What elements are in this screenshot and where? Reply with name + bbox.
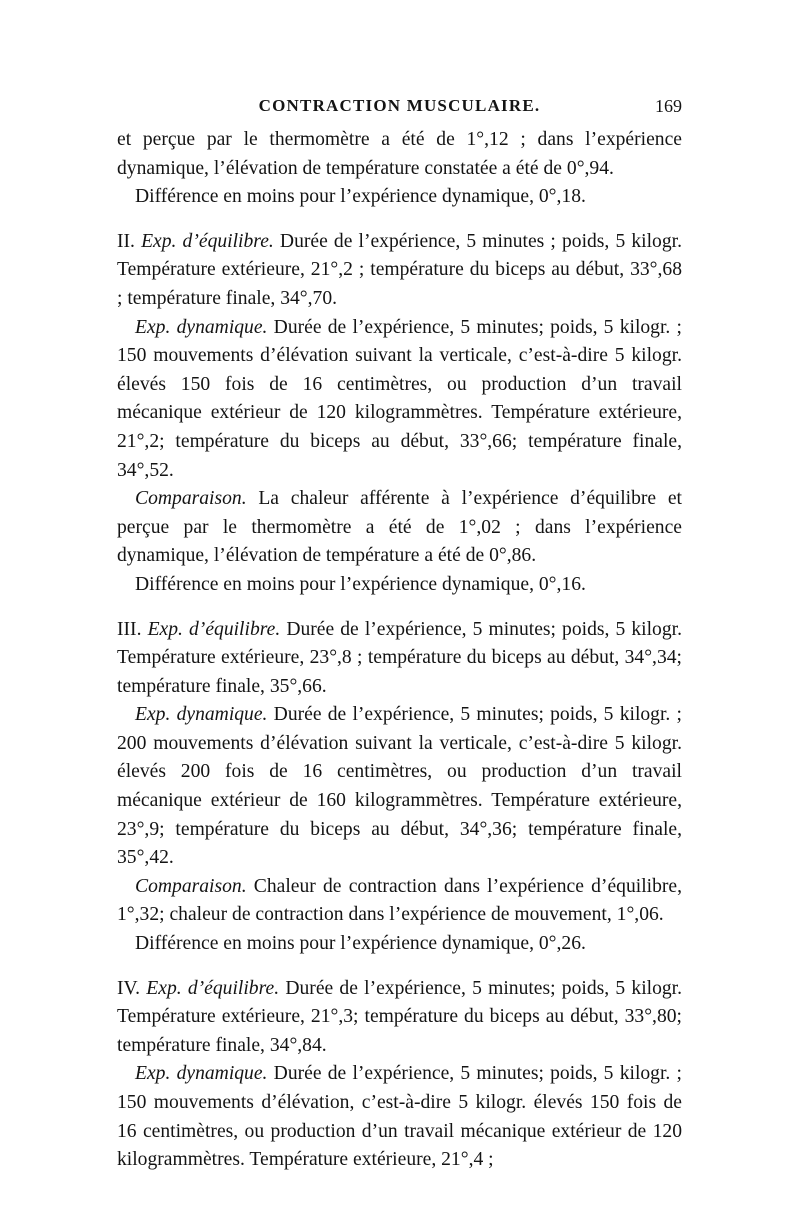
section-number: IV. [117,977,141,999]
paragraph [117,126,682,183]
running-head-title: CONTRACTION MUSCULAIRE. [258,96,541,115]
page-body [117,126,682,1175]
experiment-label: Exp. d’équilibre. [146,977,280,999]
paragraph-text: Différence en moins pour l’expérience dynamique, 0°,26. [135,933,586,955]
paragraph-text: et perçue par le thermomètre a été de 1°,12 ; dans l’expérience dynamique, l’élévation de température constatée a été de 0°,94. [117,129,682,179]
section-number: III. [117,618,142,640]
paragraph-text: Différence en moins pour l’expérience dynamique, 0°,16. [135,573,586,595]
comparison-label: Comparaison. [135,875,247,897]
section-ii-equilibrium [117,228,682,314]
page-number: 169 [655,96,682,116]
section-ii-comparison [117,485,682,571]
section-iii-difference [117,930,682,959]
paragraph [117,183,682,212]
section-iii-equilibrium [117,616,682,702]
running-head [117,96,682,120]
experiment-label: Exp. dynamique. [135,704,268,726]
experiment-label: Exp. dynamique. [135,1063,268,1085]
experiment-label: Exp. d’équilibre. [141,230,274,252]
section-iv-dynamic [117,1060,682,1174]
experiment-label: Exp. d’équilibre. [147,618,281,640]
section-iv-equilibrium [117,975,682,1061]
section-ii-difference [117,571,682,600]
section-iii-comparison [117,873,682,930]
paragraph-text: Chaleur de contraction dans l’expérience d’équilibre, 1°,32; chaleur de contraction dans l’expérience de mouvement, 1°,06. [117,875,682,926]
paragraph-text: Durée de l’expérience, 5 minutes; poids, 5 kilogr. Température extérieure, 21°,3; température du biceps au début, 33°,80; température finale, 34°,84. [117,977,683,1056]
paragraph-text: Durée de l’expérience, 5 minutes; poids, 5 kilogr. Température extérieure, 23°,8 ; température du biceps au début, 34°,34; température finale, 35°,66. [117,618,682,697]
paragraph-text: Durée de l’expérience, 5 minutes ; poids, 5 kilogr. Température extérieure, 21°,2 ; température du biceps au début, 33°,68 ; température finale, 34°,70. [117,230,682,309]
section-iii-dynamic [117,701,682,873]
paragraph-text: Différence en moins pour l’expérience dynamique, 0°,18. [135,186,586,208]
paragraph-text: La chaleur afférente à l’expérience d’équilibre et perçue par le thermomètre a été de 1°,02 ; dans l’expérience dynamique, l’élévation de température a été de 0°,86. [117,488,682,567]
experiment-label: Exp. dynamique. [135,316,268,338]
section-ii-dynamic [117,314,682,486]
paragraph-text: Durée de l’expérience, 5 minutes; poids, 5 kilogr. ; 200 mouvements d’élévation suivant la verticale, c’est-à-dire 5 kilogr. élevés 200 fois de 16 centimètres, ou production d’un travail mécanique extérieur de 160 kilogrammètres. Température extérieure, 23°,9; température du biceps au début, 34°,36; température finale, 35°,42. [117,704,682,869]
paragraph-text: Durée de l’expérience, 5 minutes; poids, 5 kilogr. ; 150 mouvements d’élévation, c’est-à-dire 5 kilogr. élevés 150 fois de 16 centimètres, ou production d’un travail mécanique extérieur de 120 kilogrammètres. Température extérieure, 21°,4 ; [117,1063,682,1171]
comparison-label: Comparaison. [135,488,247,510]
section-number: II. [117,230,135,252]
paragraph-text: Durée de l’expérience, 5 minutes; poids, 5 kilogr. ; 150 mouvements d’élévation suivant la verticale, c’est-à-dire 5 kilogr. élevés 150 fois de 16 centimètres, ou production d’un travail mécanique extérieur de 120 kilogrammètres. Température extérieure, 21°,2; température du biceps au début, 33°,66; température finale, 34°,52. [117,316,682,481]
